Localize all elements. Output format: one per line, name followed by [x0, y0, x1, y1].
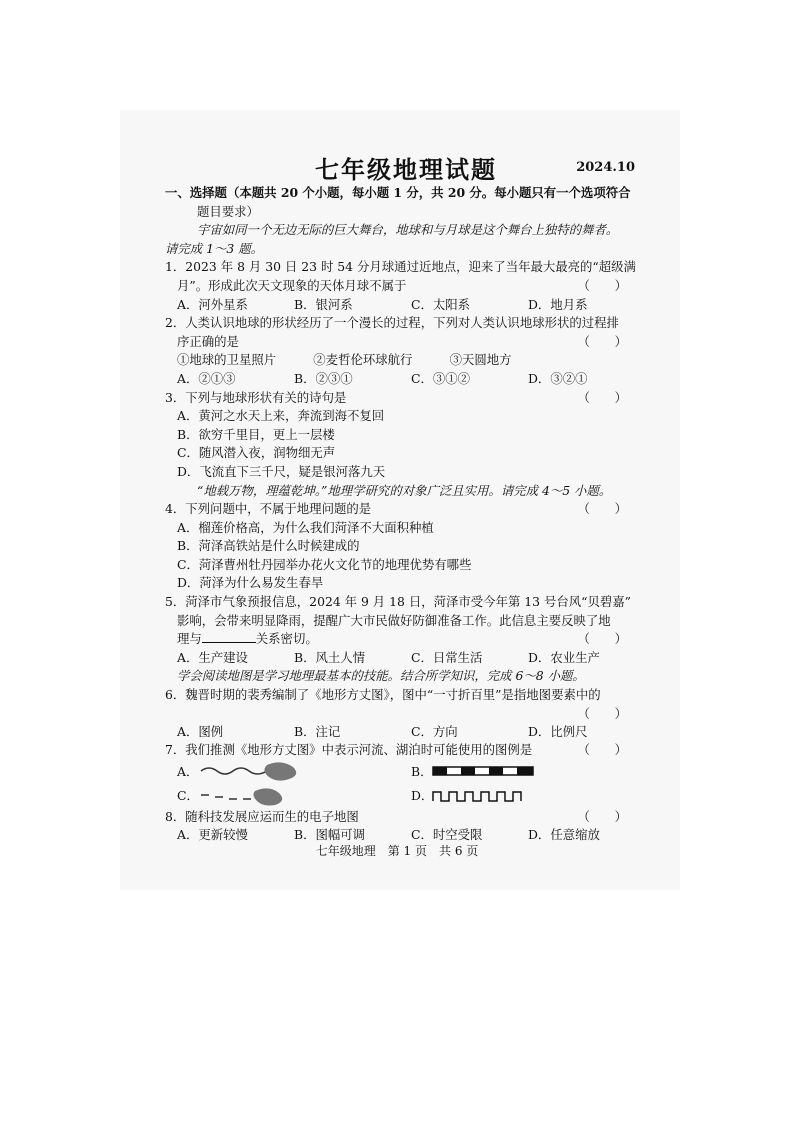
fill-blank	[202, 630, 256, 643]
option-b: B．②③①	[294, 370, 353, 386]
option-c: C．	[177, 785, 411, 807]
q5-options	[165, 649, 645, 668]
page-title: 七年级地理试题	[315, 155, 497, 184]
q7-stem: 7．我们推测《地形方丈图》中表示河流、湖泊时可能使用的图例是 （ ）	[165, 741, 645, 760]
option-b: B．欲穷千里目，更上一层楼	[177, 426, 335, 442]
option-c: C．方向	[411, 723, 458, 739]
q2-stem-line1: 2．人类认识地球的形状经历了一个漫长的过程，下列对人类认识地球形状的过程排	[165, 315, 619, 331]
q6-options	[165, 723, 645, 742]
option-a: A．图例	[177, 723, 224, 739]
q8-stem: 8．随科技发展应运而生的电子地图 （ ）	[165, 808, 645, 827]
answer-paren: （ ）	[577, 705, 627, 721]
q5-stem-line2: 影响，会带来明显降雨，提醒广大市民做好防御准备工作。此信息主要反映了地	[177, 612, 611, 628]
answer-paren: （ ）	[577, 631, 627, 647]
exam-date: 2024.10	[576, 160, 635, 175]
q4-stem: 4．下列问题中，不属于地理问题的是 （ ）	[165, 500, 645, 519]
option-d: D．任意缩放	[528, 827, 600, 843]
option-d: D．飞流直下三千尺，疑是银河落九天	[177, 463, 386, 479]
section-heading: 一、选择题（本题共 20 个小题，每小题 1 分，共 20 分。每小题只有一个选项符合	[165, 185, 631, 200]
q6-stem: 6．魏晋时期的裴秀编制了《地形方丈图》，图中“一寸折百里”是指地图要素中的	[165, 687, 601, 703]
option-c: C．③①②	[411, 370, 471, 386]
q2-stem-line2: 序正确的是 （ ）	[165, 333, 645, 352]
option-c: C．太阳系	[411, 296, 471, 312]
option-b: B．银河系	[294, 296, 353, 312]
option-a: A．生产建设	[177, 649, 248, 665]
q7-options-row2	[165, 784, 645, 808]
option-a: A．河外星系	[177, 296, 248, 312]
q3-stem: 3．下列与地球形状有关的诗句是 （ ）	[165, 389, 645, 408]
q1-stem-line2: 月”。形成此次天文现象的天体月球不属于 （ ）	[165, 277, 645, 296]
intro-2: “地载万物，理蕴乾坤。”地理学研究的对象广泛且实用。请完成 4～5 小题。	[197, 482, 612, 498]
option-d: D．菏泽为什么易发生春旱	[177, 575, 324, 591]
q5-stem-line1: 5．菏泽市气象预报信息，2024 年 9 月 18 日，菏泽市受今年第 13 号台风“贝碧嘉”	[165, 594, 632, 610]
river-lake-symbol-a	[197, 761, 307, 783]
option-b: B．菏泽高铁站是什么时候建成的	[177, 538, 360, 554]
question-content	[165, 184, 645, 845]
option-b: B．图幅可调	[294, 827, 366, 843]
option-a: A．榴莲价格高，为什么我们菏泽不大面积种植	[177, 519, 434, 535]
river-lake-symbol-c	[197, 785, 307, 807]
intro-3: 学会阅读地图是学习地理最基本的技能。结合所学知识，完成 6～8 小题。	[177, 668, 585, 684]
option-b: B．注记	[294, 723, 341, 739]
option-a: A．	[177, 761, 411, 783]
option-a: A．②①③	[177, 370, 236, 386]
answer-paren: （ ）	[577, 742, 627, 758]
answer-paren: （ ）	[577, 389, 627, 405]
option-c: C．随风潜入夜，润物细无声	[177, 445, 336, 461]
option-c: C．时空受限	[411, 827, 483, 843]
option-c: C．日常生活	[411, 649, 483, 665]
option-d: D．地月系	[528, 296, 588, 312]
intro-1-line1: 宇宙如同一个无边无际的巨大舞台，地球和与月球是这个舞台上独特的舞者。	[197, 222, 619, 238]
answer-paren: （ ）	[577, 333, 627, 349]
q6-paren-line	[165, 705, 645, 723]
answer-paren: （ ）	[577, 277, 627, 293]
option-d: D．	[411, 787, 645, 806]
q7-options-row1	[165, 760, 645, 784]
option-d: D．③②①	[528, 370, 588, 386]
option-d: D．农业生产	[528, 649, 600, 665]
page-header	[165, 150, 645, 184]
q1-stem-line1: 1．2023 年 8 月 30 日 23 时 54 分月球通过近地点，迎来了当年最大最亮的“超级满	[165, 259, 636, 275]
page-footer: 七年级地理 第 1 页 共 6 页	[315, 844, 479, 858]
q2-options	[165, 370, 645, 389]
railway-symbol	[431, 765, 541, 779]
q5-stem-line3: 理与 关系密切。 （ ）	[165, 630, 645, 649]
boundary-symbol	[431, 789, 541, 803]
option-b: B．风土人情	[294, 649, 366, 665]
option-a: A．更新较慢	[177, 827, 248, 843]
option-c: C．菏泽曹州牡丹园举办花火文化节的地理优势有哪些	[177, 556, 472, 572]
section-heading-cont: 题目要求）	[197, 203, 259, 219]
option-b: B．	[411, 763, 645, 782]
option-a: A．黄河之水天上来，奔流到海不复回	[177, 408, 385, 424]
option-d: D．比例尺	[528, 723, 588, 739]
answer-paren: （ ）	[577, 808, 627, 824]
q2-items: ①地球的卫星照片 ②麦哲伦环球航行 ③天圆地方	[177, 352, 512, 368]
intro-1-line2: 请完成 1～3 题。	[165, 240, 263, 256]
answer-paren: （ ）	[577, 501, 627, 517]
q1-options	[165, 296, 645, 315]
